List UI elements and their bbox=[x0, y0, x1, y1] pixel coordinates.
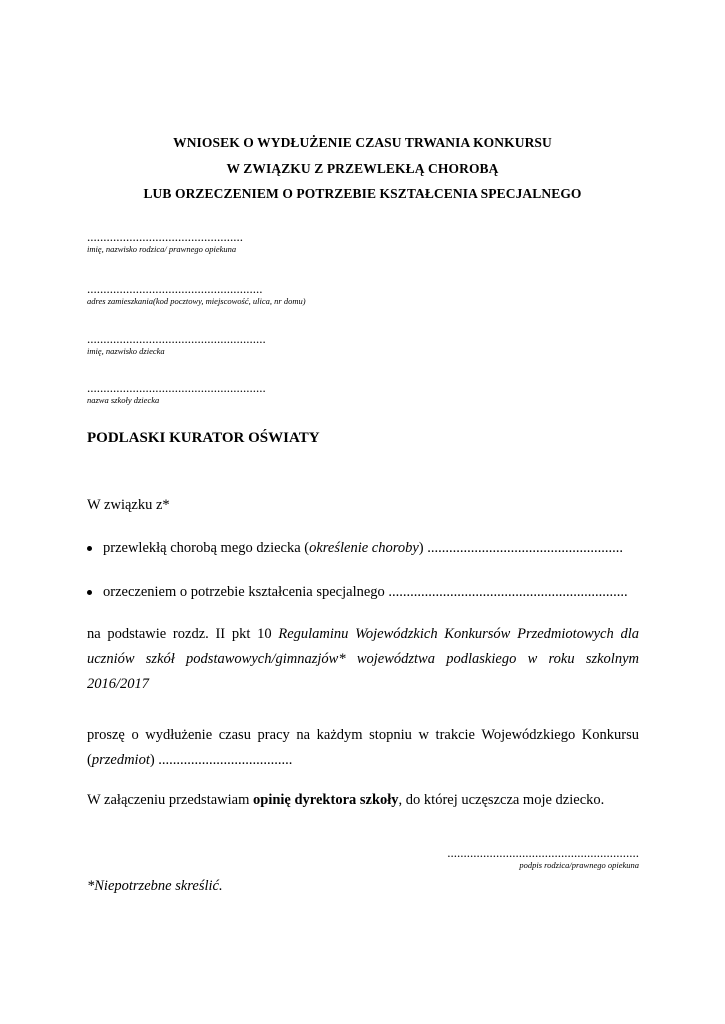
child-name-dots: ....................................................... bbox=[87, 331, 266, 346]
child-name-label: imię, nazwisko dziecka bbox=[87, 346, 165, 356]
bullet-item-special-education bbox=[87, 584, 628, 601]
request-text: proszę o wydłużenie czasu pracy na każdym stopniu w trakcie Wojewódzkiego Konkursu ( bbox=[87, 727, 639, 768]
school-name-dots: ....................................................... bbox=[87, 380, 266, 395]
addressee: PODLASKI KURATOR OŚWIATY bbox=[87, 430, 320, 446]
footnote: *Niepotrzebne skreślić. bbox=[87, 878, 223, 894]
title-line-3: LUB ORZECZENIEM O POTRZEBIE KSZTAŁCENIA SPECJALNEGO bbox=[143, 186, 582, 201]
title-line-1: WNIOSEK O WYDŁUŻENIE CZASU TRWANIA KONKURSU bbox=[173, 135, 552, 150]
legal-basis-paragraph bbox=[87, 622, 639, 697]
bullet-special-education-text: orzeczeniem o potrzebie kształcenia specjalnego .................................................................. bbox=[103, 584, 628, 600]
bullet-icon bbox=[87, 590, 92, 595]
request-paragraph bbox=[87, 723, 639, 773]
legal-basis-regulation: Regulaminu Wojewódzkich Konkursów Przedmiotowych dla uczniów szkół podstawowych/gimnazjów* województwa podlaskiego w roku szkolnym 2016/2017 bbox=[87, 626, 639, 692]
intro-text: W związku z* bbox=[87, 497, 170, 513]
attachment-after: , do której uczęszcza moje dziecko. bbox=[398, 792, 605, 808]
bullet-icon bbox=[87, 546, 92, 551]
attachment-bold: opinię dyrektora szkoły bbox=[253, 792, 399, 808]
signature-dots: ........................................................... bbox=[447, 845, 639, 860]
parent-name-label: imię, nazwisko rodzica/ prawnego opiekuna bbox=[87, 244, 237, 254]
bullet-illness-text-before: przewlekłą chorobą mego dziecka ( bbox=[103, 540, 310, 556]
bullet-item-illness bbox=[87, 540, 623, 557]
title-line-2: W ZWIĄZKU Z PRZEWLEKŁĄ CHOROBĄ bbox=[226, 161, 499, 176]
address-dots: ...................................................... bbox=[87, 281, 263, 296]
school-name-label: nazwa szkoły dziecka bbox=[87, 395, 160, 405]
bullet-illness-text-italic: określenie choroby bbox=[309, 540, 419, 556]
signature-label: podpis rodzica/prawnego opiekuna bbox=[519, 860, 639, 870]
request-subject-italic: przedmiot bbox=[91, 752, 150, 768]
attachment-line bbox=[87, 792, 604, 809]
address-label: adres zamieszkania(kod pocztowy, miejscowość, ulica, nr domu) bbox=[87, 296, 306, 306]
parent-name-dots: ................................................ bbox=[87, 229, 243, 244]
bullet-illness-text-after: ) ...................................................... bbox=[418, 540, 623, 556]
request-subject-dots: ) ..................................... bbox=[149, 752, 293, 768]
attachment-before: W załączeniu przedstawiam bbox=[87, 792, 253, 808]
legal-basis-prefix: na podstawie rozdz. II pkt 10 bbox=[87, 626, 279, 642]
